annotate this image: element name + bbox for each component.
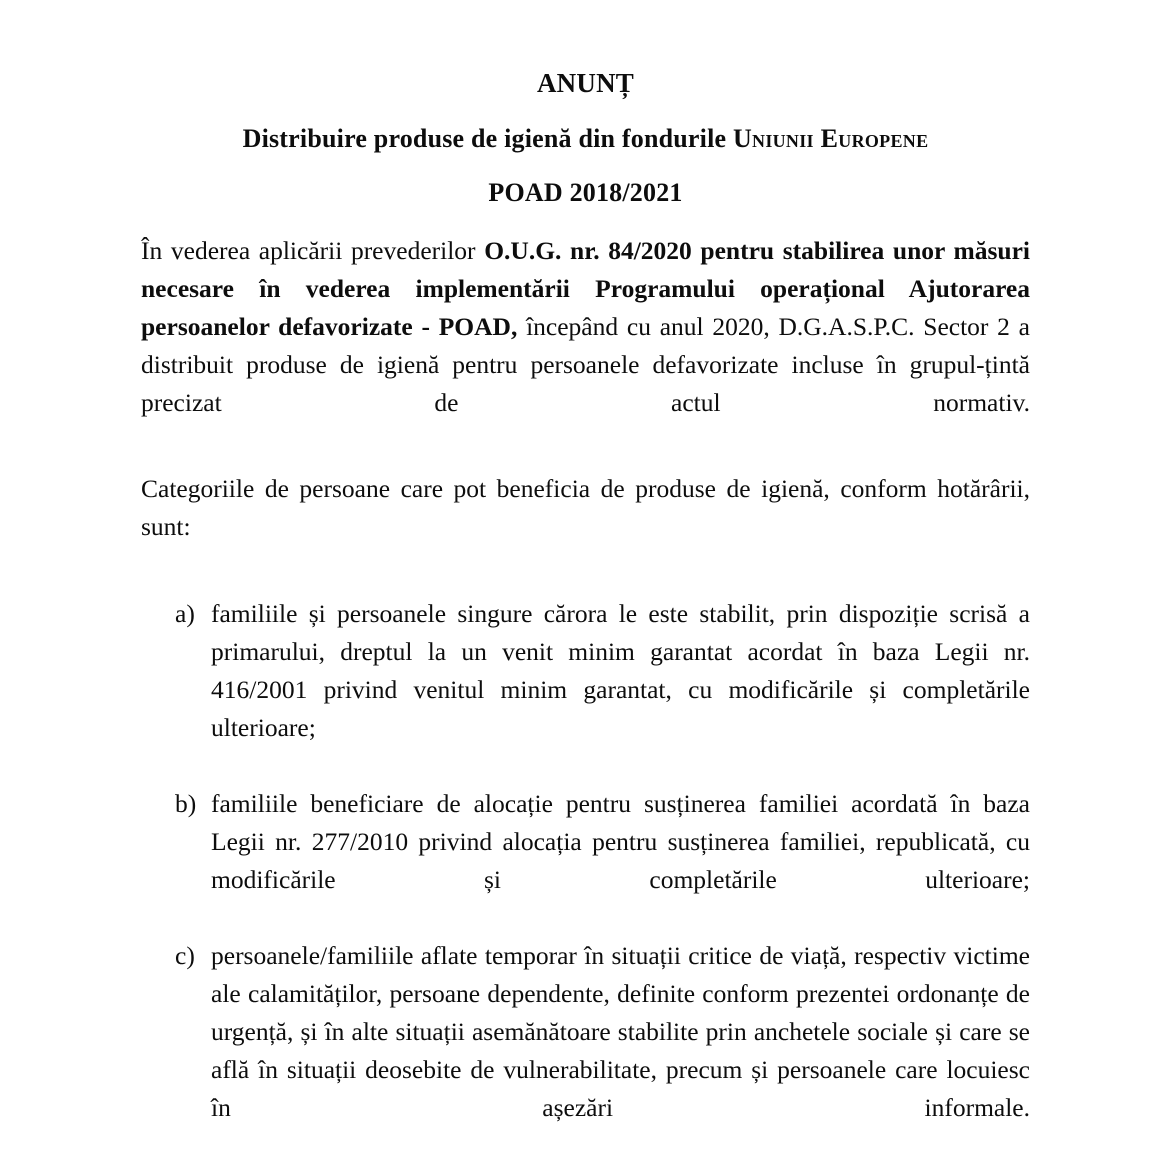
intro-text-after-bold: începând cu anul 2020, D.G.A.S.P.C. Sector 2 a distribuit produse de igienă pentru persoanele defavorizate incluse în grupul-țintă precizat de actul normativ. [141, 312, 1030, 417]
document-content [141, 0, 1030, 1165]
subtitle-text-prefix: Distribuire produse de igienă din fondurile [242, 124, 733, 153]
list-item [141, 785, 1030, 937]
program-heading: POAD 2018/2021 [488, 178, 683, 207]
list-item-text-b: familiile beneficiare de alocație pentru susținerea familiei acordată în baza Legii nr. 277/2010 privind alocația pentru susținerea familiei, republicată, cu modificările și completările ulterioare; [211, 789, 1030, 894]
list-item-text-c: persoanele/familiile aflate temporar în situații critice de viață, respectiv victime ale calamităților, persoane dependente, definite conform prezentei ordonanțe de urgență, și în alte situații asemănătoare stabilite prin anchetele sociale și care se află în situații deosebite de vulnerabilitate, precum și persoanele care locuiesc în așezări informale. [211, 941, 1030, 1122]
beneficiary-categories-list [141, 584, 1030, 1165]
subtitle-smallcaps-uniunii-europene: Uniunii Europene [732, 124, 929, 153]
document-title: ANUNȚ [536, 68, 634, 98]
categories-intro-paragraph: Categoriile de persoane care pot beneficia de produse de igienă, conform hotărârii, sunt: [141, 474, 1030, 541]
list-item [141, 937, 1030, 1165]
list-item-text-a: familiile și persoanele singure cărora le este stabilit, prin dispoziție scrisă a primarului, dreptul la un venit minim garantat acordat în baza Legii nr. 416/2001 privind venitul minim garantat, cu modificările și completările ulterioare; [211, 599, 1030, 742]
list-marker-b: b) [175, 789, 197, 818]
intro-text-before-bold: În vederea aplicării prevederilor [141, 236, 485, 265]
intro-paragraph [141, 206, 1030, 460]
list-marker-c: c) [175, 941, 195, 970]
list-item [141, 595, 1030, 785]
list-marker-a: a) [175, 599, 195, 628]
ordinance-reference-bold: O.U.G. nr. 84/2020 pentru stabilirea unor măsuri necesare în vederea implementării Programului operațional Ajutorarea persoanelor defavorizate - POAD, [141, 236, 1030, 341]
document-subtitle [141, 97, 1030, 152]
